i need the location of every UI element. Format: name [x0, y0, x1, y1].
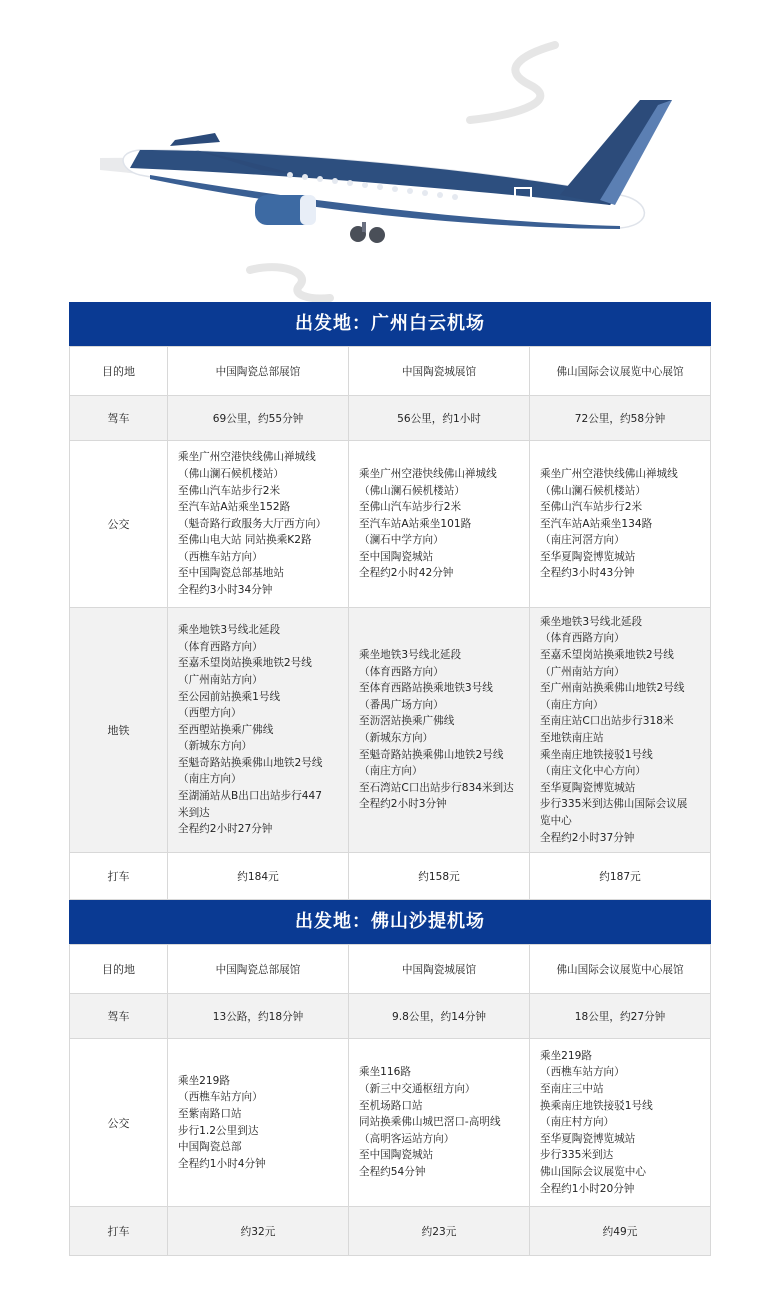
route-step: （广州南站方向）: [178, 673, 263, 686]
destination-header: 佛山国际会议展览中心展馆: [530, 945, 711, 994]
route-step: 乘坐南庄地铁接驳1号线: [540, 748, 653, 761]
route-step: 至沥滘站换乘广佛线: [359, 715, 455, 728]
route-step: （西樵车站方向）: [178, 1091, 263, 1104]
route-step: 步行1.2公里到达: [178, 1124, 259, 1137]
bus-route-cell: [168, 1039, 349, 1207]
metro-route-cell: [168, 608, 349, 853]
route-step: （体育西路方向）: [178, 640, 263, 653]
route-step: 至华夏陶瓷博览城站: [540, 550, 636, 563]
route-step: 全程约1小时20分钟: [540, 1182, 635, 1195]
table-row: [70, 396, 711, 441]
row-label: 公交: [70, 1039, 168, 1207]
transport-guide: [69, 302, 711, 1256]
taxi-fare-cell: 约49元: [530, 1207, 711, 1256]
route-step: 至公园前站换乘1号线: [178, 690, 281, 703]
route-step: 乘坐地铁3号线北延段: [540, 615, 643, 628]
route-step: 乘坐219路: [540, 1049, 593, 1062]
route-step: 全程约2小时37分钟: [540, 831, 635, 844]
destination-header: 中国陶瓷城展馆: [349, 347, 530, 396]
drive-cell: 72公里，约58分钟: [530, 396, 711, 441]
route-step: 至华夏陶瓷博览城站: [540, 1132, 636, 1145]
route-step: 至佛山汽车站步行2米: [178, 484, 281, 497]
route-step: 至魁奇路站换乘佛山地铁2号线: [359, 748, 504, 761]
route-step: 至南庄站C口出站步行318米: [540, 715, 674, 728]
row-label: 驾车: [70, 396, 168, 441]
bus-route-cell: [168, 441, 349, 608]
route-step: 乘坐广州空港快线佛山禅城线: [359, 467, 497, 480]
route-step: 步行335米到达: [540, 1149, 614, 1162]
table-row: [70, 1039, 711, 1207]
route-step: 全程约2小时27分钟: [178, 823, 273, 836]
airplane-illustration: [0, 0, 780, 305]
route-step: （南庄文化中心方向）: [540, 765, 646, 778]
destination-header: 中国陶瓷总部展馆: [168, 945, 349, 994]
drive-cell: 13公路，约18分钟: [168, 994, 349, 1039]
route-step: 乘坐地铁3号线北延段: [359, 649, 462, 662]
route-step: 全程约1小时4分钟: [178, 1157, 266, 1170]
route-table: [69, 346, 711, 900]
route-step: 至汽车站A站乘坐134路: [540, 517, 653, 530]
taxi-fare-cell: 约184元: [168, 853, 349, 900]
route-step: 至嘉禾望岗站换乘地铁2号线: [178, 657, 312, 670]
destination-header: 佛山国际会议展览中心展馆: [530, 347, 711, 396]
route-step: （新城东方向）: [359, 732, 434, 744]
route-step: 全程约3小时43分钟: [540, 567, 635, 580]
route-step: （南庄方向）: [359, 765, 423, 778]
route-step: （高明客运站方向）: [359, 1132, 455, 1145]
route-step: 至石湾站C口出站步行834米到达: [359, 781, 514, 794]
route-step: 至魁奇路站换乘佛山地铁2号线: [178, 756, 323, 769]
route-step: 至中国陶瓷城站: [359, 1149, 434, 1162]
route-step: 换乘南庄地铁接驳1号线: [540, 1099, 653, 1112]
route-step: （魁奇路行政服务大厅西方向）: [178, 517, 327, 530]
route-step: 至嘉禾望岗站换乘地铁2号线: [540, 649, 674, 662]
bus-route-cell: [349, 1039, 530, 1207]
route-step: （南庄方向）: [178, 773, 242, 786]
route-step: （体育西路方向）: [359, 665, 444, 678]
route-step: 至佛山汽车站步行2米: [359, 501, 462, 514]
row-label: 目的地: [70, 347, 168, 396]
table-row: [70, 441, 711, 608]
route-step: 全程约3小时34分钟: [178, 584, 273, 597]
section-title: 出发地：佛山沙提机场: [69, 900, 711, 944]
route-step: 乘坐地铁3号线北延段: [178, 624, 281, 637]
route-step: （广州南站方向）: [540, 665, 625, 678]
row-label: 驾车: [70, 994, 168, 1039]
route-step: 至佛山汽车站步行2米: [540, 501, 643, 514]
route-step: （佛山澜石候机楼站）: [359, 484, 465, 497]
route-step: （西樵车站方向）: [178, 550, 263, 563]
taxi-fare-cell: 约158元: [349, 853, 530, 900]
route-step: 至机场路口站: [359, 1099, 423, 1112]
route-step: 佛山国际会议展览中心: [540, 1165, 646, 1178]
route-step: （体育西路方向）: [540, 632, 625, 645]
route-step: 至湖涌站从B出口出站步行447: [178, 790, 323, 803]
table-row: [70, 994, 711, 1039]
row-label: 打车: [70, 1207, 168, 1256]
drive-cell: 69公里，约55分钟: [168, 396, 349, 441]
route-step: 步行335米到达佛山国际会议展: [540, 798, 688, 811]
table-row: [70, 347, 711, 396]
row-label: 目的地: [70, 945, 168, 994]
route-table: [69, 944, 711, 1256]
route-step: 至广州南站换乘佛山地铁2号线: [540, 682, 685, 695]
route-step: 至汽车站A站乘坐152路: [178, 501, 291, 514]
route-step: （南庄村方向）: [540, 1116, 615, 1129]
bus-route-cell: [349, 441, 530, 608]
drive-cell: 18公里，约27分钟: [530, 994, 711, 1039]
table-row: [70, 608, 711, 853]
route-step: 乘坐219路: [178, 1074, 231, 1087]
table-row: [70, 1207, 711, 1256]
route-step: 乘坐广州空港快线佛山禅城线: [540, 467, 678, 480]
route-step: 至中国陶瓷总部基地站: [178, 567, 284, 580]
route-step: 至西塱站换乘广佛线: [178, 723, 274, 736]
route-step: 同站换乘佛山城巴滘口-高明线: [359, 1116, 501, 1129]
route-step: 乘坐116路: [359, 1066, 412, 1079]
row-label: 地铁: [70, 608, 168, 853]
route-step: 全程约54分钟: [359, 1165, 426, 1178]
route-step: （新三中交通枢纽方向）: [359, 1083, 476, 1096]
route-step: 全程约2小时3分钟: [359, 798, 447, 811]
route-step: 览中心: [540, 814, 572, 827]
route-step: 至紫南路口站: [178, 1107, 242, 1120]
destination-header: 中国陶瓷城展馆: [349, 945, 530, 994]
taxi-fare-cell: 约187元: [530, 853, 711, 900]
route-step: （佛山澜石候机楼站）: [540, 484, 646, 497]
route-step: 乘坐广州空港快线佛山禅城线: [178, 451, 316, 464]
bus-route-cell: [530, 441, 711, 608]
route-step: 米到达: [178, 806, 210, 819]
route-step: 中国陶瓷总部: [178, 1141, 242, 1154]
route-step: 至佛山电大站 同站换乘K2路: [178, 534, 312, 547]
route-step: （南庄河滘方向）: [540, 534, 625, 547]
drive-cell: 9.8公里，约14分钟: [349, 994, 530, 1039]
row-label: 打车: [70, 853, 168, 900]
taxi-fare-cell: 约32元: [168, 1207, 349, 1256]
metro-route-cell: [349, 608, 530, 853]
metro-route-cell: [530, 608, 711, 853]
route-step: （新城东方向）: [178, 740, 253, 753]
route-step: （澜石中学方向）: [359, 534, 444, 547]
table-row: [70, 853, 711, 900]
route-step: 至汽车站A站乘坐101路: [359, 517, 472, 530]
drive-cell: 56公里，约1小时: [349, 396, 530, 441]
route-step: 至南庄三中站: [540, 1083, 604, 1096]
route-step: 至地铁南庄站: [540, 732, 604, 744]
table-row: [70, 945, 711, 994]
route-step: （佛山澜石候机楼站）: [178, 467, 284, 480]
row-label: 公交: [70, 441, 168, 608]
destination-header: 中国陶瓷总部展馆: [168, 347, 349, 396]
bus-route-cell: [530, 1039, 711, 1207]
route-step: 至华夏陶瓷博览城站: [540, 781, 636, 794]
taxi-fare-cell: 约23元: [349, 1207, 530, 1256]
route-step: 至体育西路站换乘地铁3号线: [359, 682, 493, 695]
route-step: 至中国陶瓷城站: [359, 550, 434, 563]
route-step: （西塱方向）: [178, 707, 242, 720]
route-step: （南庄方向）: [540, 698, 604, 711]
section-title: 出发地：广州白云机场: [69, 302, 711, 346]
route-step: （西樵车站方向）: [540, 1066, 625, 1079]
route-step: （番禺广场方向）: [359, 698, 444, 711]
route-step: 全程约2小时42分钟: [359, 567, 454, 580]
